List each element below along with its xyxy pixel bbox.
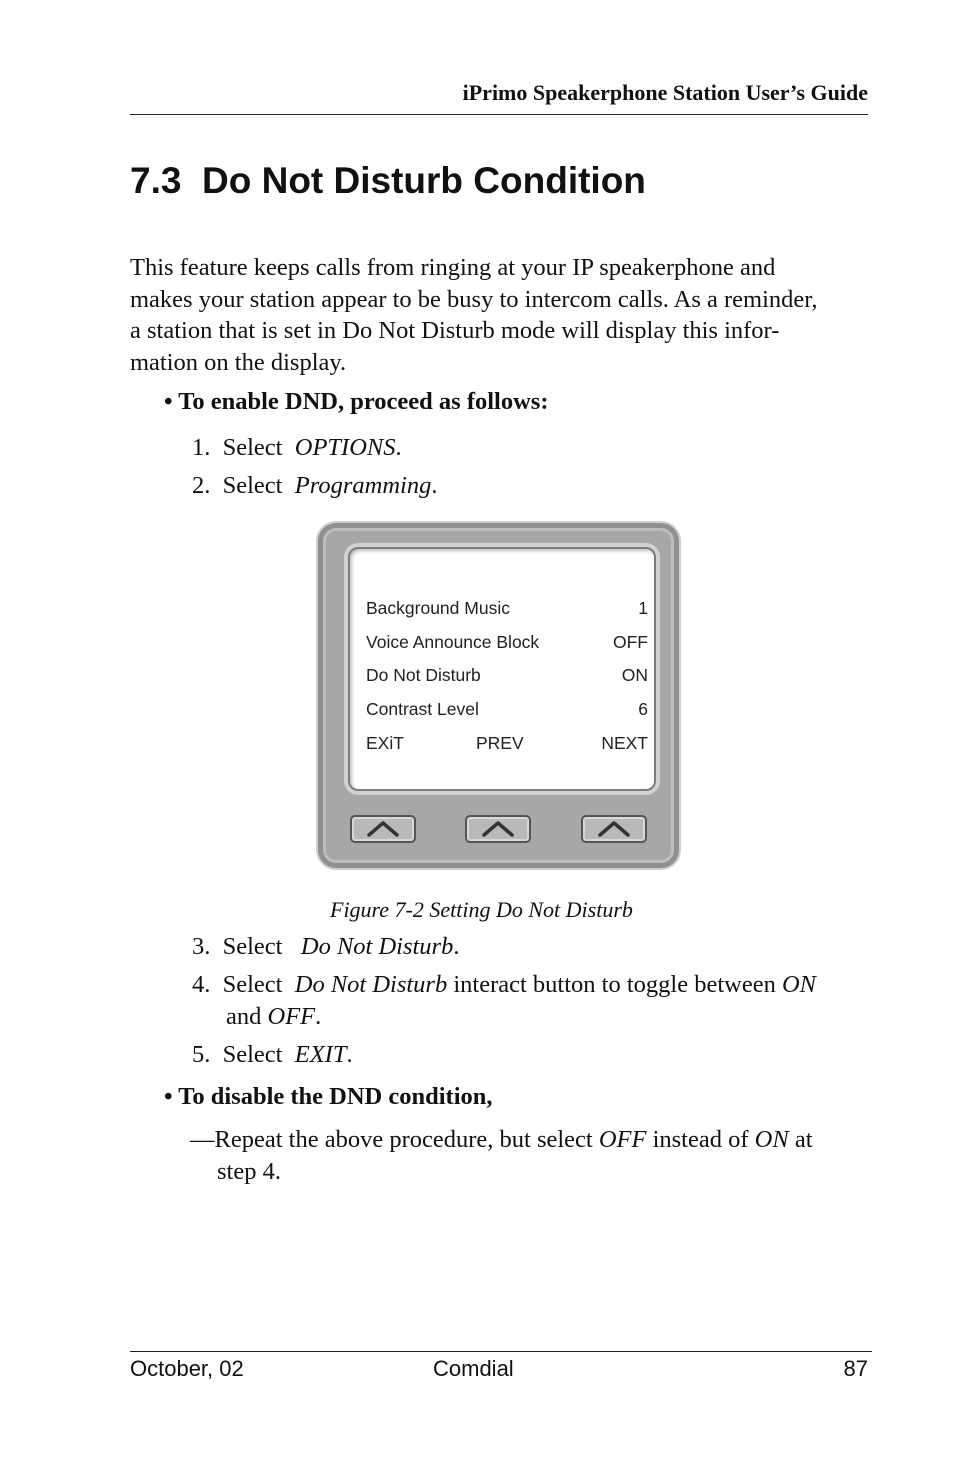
page-number: 87	[843, 1356, 868, 1381]
chevron-up-icon	[467, 817, 529, 841]
footer-date: October, 02	[130, 1356, 244, 1381]
softkey-middle-button	[465, 815, 531, 843]
step-4-continued: and OFF.	[226, 1003, 322, 1030]
disable-heading: • To disable the DND condition,	[164, 1083, 493, 1110]
disable-instruction: —Repeat the above procedure, but select OFF instead of ON at	[190, 1126, 813, 1153]
softkey-prev-label: PREV	[476, 733, 524, 753]
running-header: iPrimo Speakerphone Station User’s Guide	[462, 80, 868, 105]
step-target: Programming	[294, 472, 432, 499]
intro-line: makes your station appear to be busy to intercom calls. As a reminder,	[130, 285, 818, 313]
footer-rule	[130, 1351, 872, 1352]
step-1: 1. Select OPTIONS.	[192, 434, 402, 461]
intro-line: a station that is set in Do Not Disturb mode will display this infor-	[130, 317, 780, 344]
chevron-up-icon	[352, 817, 414, 841]
step-target: OPTIONS	[294, 434, 396, 461]
intro-line: This feature keeps calls from ringing at your IP speakerphone and	[130, 254, 776, 281]
intro-paragraph	[130, 252, 870, 378]
menu-row-background-music: Background Music 1	[366, 598, 648, 618]
section-number: 7.3	[130, 160, 182, 201]
chevron-up-icon	[583, 817, 645, 841]
lcd-screen	[348, 547, 656, 791]
figure-caption: Figure 7-2 Setting Do Not Disturb	[330, 897, 633, 922]
step-3: 3. Select Do Not Disturb.	[192, 933, 460, 960]
step-4: 4. Select Do Not Disturb interact button to toggle between ON	[192, 971, 816, 998]
softkey-exit-label: EXiT	[366, 733, 404, 753]
step-5: 5. Select EXIT.	[192, 1041, 353, 1068]
disable-instruction-continued: step 4.	[217, 1158, 281, 1185]
softkey-next-label: NEXT	[601, 733, 648, 753]
menu-row-contrast-level: Contrast Level 6	[366, 699, 648, 719]
menu-row-voice-announce-block: Voice Announce Block OFF	[366, 632, 648, 652]
footer-company: Comdial	[433, 1356, 514, 1381]
softkey-labels	[366, 733, 648, 755]
phone-display-figure	[316, 521, 681, 870]
enable-heading: • To enable DND, proceed as follows:	[164, 388, 549, 415]
step-target: Do Not Disturb	[300, 933, 454, 960]
softkey-left-button	[350, 815, 416, 843]
section-heading: Do Not Disturb Condition	[202, 160, 646, 201]
step-target: EXIT	[294, 1041, 347, 1068]
intro-line: mation on the display.	[130, 348, 347, 376]
step-target: Do Not Disturb	[294, 971, 448, 998]
menu-row-do-not-disturb: Do Not Disturb ON	[366, 665, 648, 685]
section-title	[130, 160, 646, 202]
softkey-right-button	[581, 815, 647, 843]
header-rule	[130, 114, 868, 115]
step-2: 2. Select Programming.	[192, 472, 438, 499]
